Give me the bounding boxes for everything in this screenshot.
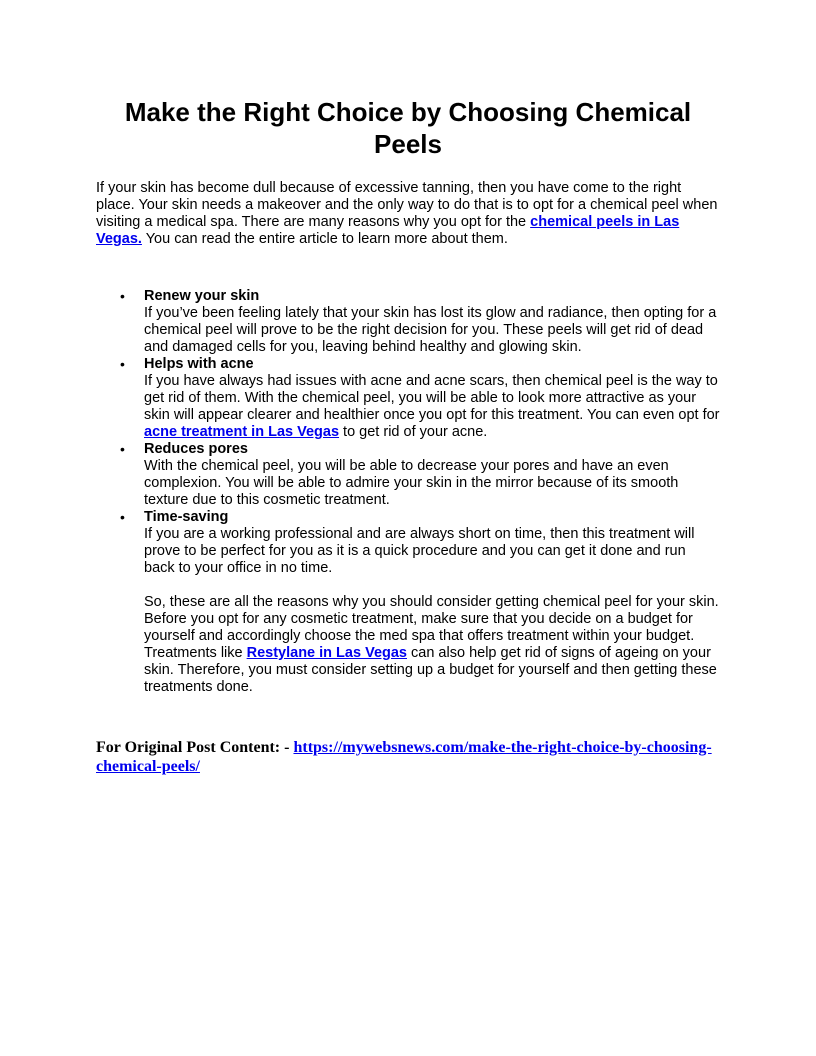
list-item-body: If you are a working professional and are always short on time, then this treatment will prove to be perfect for you as it is a quick procedure and you can get it done and run back to your office in no time. [144, 526, 695, 576]
list-item-title: Renew your skin [144, 288, 260, 304]
source-line [96, 738, 720, 776]
bullet-icon: • [120, 356, 125, 372]
list-item [120, 288, 720, 356]
list-item-title: Helps with acne [144, 356, 254, 372]
bullet-icon: • [120, 509, 125, 525]
chemical-peels-link[interactable]: chemical peels in Las Vegas. [96, 214, 680, 247]
list-item-body [144, 373, 720, 441]
restylane-link[interactable]: Restylane in Las Vegas [246, 645, 407, 661]
original-post-link[interactable]: https://mywebsnews.com/make-the-right-choice-by-choosing-chemical-peels/ [96, 739, 712, 775]
source-label: For Original Post Content: - [96, 739, 294, 756]
bullet-icon: • [120, 288, 125, 304]
list-item-title: Time-saving [144, 509, 229, 525]
list-item [120, 509, 720, 577]
document-page [96, 96, 720, 776]
intro-text: If your skin has become dull because of excessive tanning, then you have come to the right place. Your skin needs a makeover and the only way to do that is to opt for a chemical peel when visiting a medical spa. There are many reasons why you opt for the [96, 180, 718, 230]
list-item [120, 356, 720, 441]
bullet-icon: • [120, 441, 125, 457]
list-item-body: With the chemical peel, you will be able to decrease your pores and have an even complexion. You will be able to admire your skin in the mirror because of its smooth texture due to this cosmetic treatment. [144, 458, 679, 508]
list-item-title: Reduces pores [144, 441, 248, 457]
intro-text-end: You can read the entire article to learn more about them. [141, 231, 508, 247]
list-item-body-text-end: to get rid of your acne. [339, 424, 488, 440]
page-title: Make the Right Choice by Choosing Chemical Peels [124, 97, 692, 159]
list-item-body: If you’ve been feeling lately that your skin has lost its glow and radiance, then opting for a chemical peel will prove to be the right decision for you. These peels will get rid of dead and damaged cells for you, leaving behind healthy and glowing skin. [144, 305, 717, 355]
closing-text: So, these are all the reasons why you should consider getting chemical peel for your skin. Before you opt for any cosmetic treatment, make sure that you decide on a budget for yourself and accordingly choose the med spa that offers treatment within your budget. Treatments like [144, 594, 719, 661]
reasons-list [96, 288, 720, 577]
closing-text-end: can also help get rid of signs of ageing on your skin. Therefore, you must consider setting up a budget for yourself and then getting these treatments done. [144, 645, 717, 695]
intro-paragraph [96, 180, 720, 248]
list-item-body-text: If you have always had issues with acne and acne scars, then chemical peel is the way to get rid of them. With the chemical peel, you will be able to look more attractive as your skin will appear clearer and healthier once you opt for this treatment. You can even opt for [144, 373, 720, 423]
acne-treatment-link[interactable]: acne treatment in Las Vegas [144, 424, 340, 440]
list-item [120, 441, 720, 509]
closing-paragraph [144, 594, 720, 696]
